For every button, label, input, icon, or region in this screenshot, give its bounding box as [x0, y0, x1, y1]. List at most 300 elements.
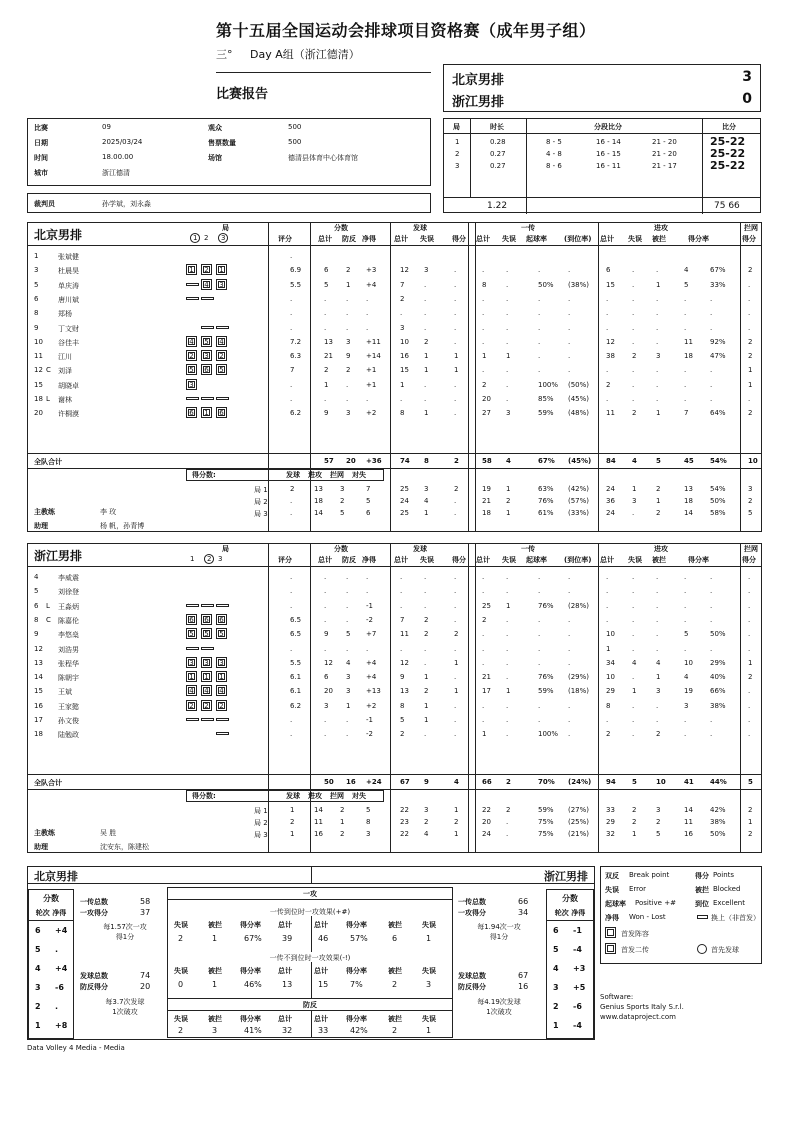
stat-ap: 4	[684, 266, 689, 275]
player-row	[28, 684, 761, 698]
mid-c-value: 33	[318, 1026, 329, 1035]
stat-rexc: .	[568, 658, 571, 667]
player-vote: .	[290, 573, 293, 581]
set-pts-attack: 14	[314, 806, 323, 814]
stat-bp: .	[346, 716, 349, 724]
legend-sub-icon	[697, 915, 708, 919]
stat-rt: 1	[482, 352, 487, 361]
stat-bk: .	[748, 615, 751, 624]
home-serve-total-label: 发球总数	[80, 972, 108, 980]
total-ae: 5	[632, 778, 637, 786]
player-number: 17	[34, 716, 43, 724]
starter-position: 6	[186, 614, 197, 625]
header-exc: (到位率)	[564, 556, 592, 564]
legend-pts: 得分	[695, 872, 709, 880]
mid-col-header: 被拦	[388, 921, 402, 929]
mid-b-value: 15	[318, 980, 329, 989]
stat-bk: .	[748, 309, 751, 318]
header-pct: 得分率	[688, 235, 709, 243]
set-sp: 2	[454, 818, 459, 826]
set-pts-opp: 3	[366, 830, 371, 838]
legend-err-en: Error	[629, 885, 647, 893]
subtitle-b: Day A组（浙江德清）	[250, 48, 360, 61]
stat-ae: .	[632, 309, 635, 318]
set-ab: 2	[656, 485, 661, 493]
stat-rpos: .	[538, 716, 541, 724]
stat-re: 1	[506, 601, 511, 610]
stat-sp: .	[454, 323, 457, 332]
mid-col-header: 失误	[174, 1015, 188, 1023]
away-team-table	[27, 543, 762, 853]
stat-se: .	[424, 644, 427, 653]
stat-se: 1	[424, 701, 429, 710]
home-team-table	[27, 222, 762, 532]
set-rexc: (57%)	[568, 497, 590, 505]
legend-starter: 首发阵容	[621, 930, 649, 938]
stat-st: 8	[400, 409, 405, 418]
player-row	[28, 263, 761, 277]
starter-position: 5	[186, 628, 197, 639]
player-name: 丁文财	[58, 324, 79, 333]
stat-rexc: .	[568, 366, 571, 375]
stat-ae: .	[632, 587, 635, 596]
stat-st: 15	[400, 366, 409, 375]
stat-bk: .	[748, 587, 751, 596]
software-url: www.dataproject.com	[600, 1013, 676, 1021]
stat-pt: 20	[324, 687, 333, 696]
stat-sp: .	[454, 337, 457, 346]
home-team-name: 北京男排	[452, 73, 505, 88]
coach-label: 主教练	[34, 829, 55, 837]
stat-rexc: .	[568, 587, 571, 596]
tickets-label: 售票数量	[208, 139, 236, 147]
audience-value: 500	[288, 123, 302, 131]
stat-st: 13	[400, 687, 409, 696]
set-no: 1	[455, 138, 460, 146]
home-rotation-sub: 轮次 净得	[35, 909, 67, 917]
starter-position: 2	[186, 350, 197, 361]
stat-re: .	[506, 730, 509, 739]
stat-rexc: (28%)	[568, 601, 590, 610]
mid-col-header: 失误	[174, 967, 188, 975]
set-bk: 2	[748, 830, 753, 838]
stat-pt: 13	[324, 337, 333, 346]
player-number: 8	[34, 615, 39, 624]
set-bk: 5	[748, 509, 753, 517]
stat-apct: 50%	[710, 630, 726, 639]
footer: Data Volley 4 Media - Media	[27, 1044, 125, 1052]
software-label: Software:	[600, 993, 634, 1001]
header-recv: 一传	[521, 545, 535, 553]
stat-np: .	[366, 587, 369, 596]
stat-sp: .	[454, 409, 457, 418]
stat-pt: .	[324, 615, 327, 624]
stat-apct: .	[710, 644, 713, 653]
header-att: 进攻	[654, 224, 668, 232]
coach-value: 吴 胜	[100, 829, 117, 837]
stat-sp: 1	[454, 366, 459, 375]
stat-bk: 2	[748, 337, 753, 346]
set-at: 32	[606, 830, 615, 838]
stat-ae: .	[632, 323, 635, 332]
stat-re: .	[506, 280, 509, 289]
stat-ap: 19	[684, 687, 693, 696]
starter-position: 3	[186, 657, 197, 668]
stat-np: +13	[366, 687, 381, 696]
away-bp-value: 16	[518, 982, 529, 991]
stat-ab: .	[656, 380, 659, 389]
summary-mid-box	[167, 887, 453, 1038]
assistant-value: 杨 帆，孙青博	[100, 522, 145, 530]
stat-se: .	[424, 380, 427, 389]
set-re: .	[506, 818, 509, 826]
legend-wl: 净得	[605, 914, 619, 922]
player-role: C	[46, 366, 51, 375]
coach-label: 主教练	[34, 508, 55, 516]
stat-bp: .	[346, 730, 349, 739]
header-bp: 防反	[342, 556, 356, 564]
set-apct: 58%	[710, 509, 726, 517]
away-recv-total-label: 一传总数	[458, 898, 486, 906]
starter-position: 1	[186, 264, 197, 275]
mid-c-value: 41%	[244, 1026, 262, 1035]
mid-divider	[311, 1010, 312, 1038]
stat-ap: 3	[684, 701, 689, 710]
header-tot: 总计	[600, 235, 614, 243]
stat-bp: 3	[346, 337, 351, 346]
stat-apct: .	[710, 395, 713, 403]
player-role: L	[46, 395, 50, 403]
stat-ap: .	[684, 587, 687, 596]
stat-re: .	[506, 266, 509, 275]
set-ap: 16	[684, 830, 693, 838]
player-vote: 6.5	[290, 615, 302, 624]
set-ap: 18	[684, 497, 693, 505]
stat-ap: .	[684, 395, 687, 403]
sets-table	[443, 118, 761, 213]
mid-col-header: 总计	[278, 921, 292, 929]
header-err: 失误	[628, 556, 642, 564]
stat-at: 1	[606, 644, 611, 653]
set-no: 3	[455, 162, 460, 170]
total-ap: 45	[684, 457, 694, 465]
set-re: 1	[506, 485, 511, 493]
mid-col-header: 总计	[314, 1015, 328, 1023]
stat-at: 2	[606, 730, 611, 739]
player-vote: 6.1	[290, 673, 302, 682]
stat-ae: .	[632, 630, 635, 639]
away-rotation-box	[546, 889, 594, 1039]
stat-re: .	[506, 573, 509, 581]
stat-ap: 5	[684, 630, 689, 639]
stat-bk: .	[748, 294, 751, 303]
legend-exc-en: Excellent	[713, 899, 745, 907]
mid-b-value: 1	[212, 980, 218, 989]
mid-a-value: 2	[178, 934, 184, 943]
rotation-net: -4	[573, 1021, 582, 1030]
player-row	[28, 306, 761, 320]
software-credit	[600, 992, 684, 1022]
stat-ae: .	[632, 573, 635, 581]
away-recv-total-value: 66	[518, 897, 529, 906]
home-sets: 3	[742, 69, 752, 85]
stat-ae: .	[632, 615, 635, 624]
away-note2: 每4.19次发球 1次破攻	[477, 998, 521, 1016]
set-partial-3: 21 - 17	[652, 162, 677, 170]
sub-marker	[186, 283, 199, 286]
stat-at: .	[606, 323, 609, 332]
home-serve-total-value: 74	[140, 971, 151, 980]
mid-col-header: 得分率	[240, 967, 261, 975]
stat-at: .	[606, 309, 609, 318]
player-row	[28, 713, 761, 727]
total-at: 84	[606, 457, 616, 465]
stat-ae: .	[632, 380, 635, 389]
set-pts-attack: 13	[314, 485, 323, 493]
set-st: 25	[400, 509, 409, 517]
starter-position: 4	[186, 336, 197, 347]
stat-sp: .	[454, 280, 457, 289]
stat-apct: 66%	[710, 687, 726, 696]
home-bp-label: 防反得分	[80, 983, 108, 991]
header-vote: 评分	[278, 235, 292, 243]
time-label: 时间	[34, 154, 48, 162]
sub-marker	[186, 397, 199, 400]
stat-rpos: .	[538, 630, 541, 639]
stat-bk: 1	[748, 658, 753, 667]
legend-err: 失误	[605, 886, 619, 894]
stat-rt: .	[482, 630, 485, 639]
total-np: +36	[366, 457, 382, 465]
header-pts: 分数	[334, 224, 348, 232]
stat-apct: 64%	[710, 409, 726, 418]
stat-re: .	[506, 294, 509, 303]
set-bk: 3	[748, 485, 753, 493]
match-label: 比赛	[34, 124, 48, 132]
rotation-no: 2	[35, 1002, 41, 1011]
stat-st: 2	[400, 730, 405, 739]
header-pos: 起球率	[526, 556, 547, 564]
stat-apct: .	[710, 294, 713, 303]
summary-away-name: 浙江男排	[544, 870, 588, 883]
team-name: 浙江男排	[34, 549, 83, 563]
header-serve: 发球	[413, 545, 427, 553]
stat-bk: 2	[748, 352, 753, 361]
stat-st: 7	[400, 280, 405, 289]
stat-se: .	[424, 573, 427, 581]
stat-pt: .	[324, 587, 327, 596]
player-name: 唐川斌	[58, 295, 79, 304]
set-rpos: 59%	[538, 806, 554, 814]
set-at: 33	[606, 806, 615, 814]
mid-col-header: 得分率	[240, 921, 261, 929]
stat-se: .	[424, 323, 427, 332]
starter-position: 1	[186, 671, 197, 682]
stat-bp: 1	[346, 280, 351, 289]
set-ap: 13	[684, 485, 693, 493]
set-ab: 2	[656, 509, 661, 517]
stat-at: .	[606, 294, 609, 303]
date-value: 2025/03/24	[102, 138, 143, 146]
set-stat-label: 局 2	[254, 819, 268, 827]
mid-a-value: 46	[318, 934, 329, 943]
stat-rt: .	[482, 716, 485, 724]
rotation-net: .	[55, 945, 59, 954]
stat-bp: 3	[346, 673, 351, 682]
stat-ab: 1	[656, 409, 661, 418]
stat-np: -2	[366, 615, 373, 624]
stat-se: 1	[424, 673, 429, 682]
header-vote: 评分	[278, 556, 292, 564]
header-recv: 一传	[521, 224, 535, 232]
stat-ab: .	[656, 644, 659, 653]
stat-rpos: .	[538, 615, 541, 624]
mid-a-value: 57%	[350, 934, 368, 943]
mid-col-header: 总计	[314, 967, 328, 975]
set-rexc: (42%)	[568, 485, 590, 493]
total-sp: 4	[454, 778, 459, 786]
stat-rt: .	[482, 323, 485, 332]
player-row	[28, 670, 761, 684]
player-name: 张斌健	[58, 253, 79, 261]
player-row	[28, 727, 761, 741]
stat-rt: .	[482, 644, 485, 653]
sub-marker	[216, 732, 229, 735]
player-name: 陆勉政	[58, 731, 79, 740]
stat-apct: .	[710, 587, 713, 596]
stat-at: 6	[606, 266, 611, 275]
player-number: 18	[34, 730, 43, 739]
sub-marker	[216, 326, 229, 329]
header-set: 局	[222, 545, 229, 553]
set-partial-3: 21 - 20	[652, 150, 677, 158]
stat-st: .	[400, 644, 403, 653]
stat-rpos: .	[538, 266, 541, 275]
set-rexc: (25%)	[568, 818, 590, 826]
starter-position: 1	[201, 407, 212, 418]
starter-position: 1	[216, 671, 227, 682]
mid-c-value: 2	[392, 1026, 398, 1035]
set-stat-label: 局 3	[254, 831, 268, 839]
stat-rt: .	[482, 266, 485, 275]
stat-at: 38	[606, 352, 615, 361]
total-re: 4	[506, 457, 511, 465]
set-pts-opp: 5	[366, 806, 371, 814]
starter-position: 5	[216, 364, 227, 375]
rotation-no: 1	[35, 1021, 41, 1030]
stat-apct: 92%	[710, 337, 726, 346]
stat-rexc: (38%)	[568, 280, 590, 289]
referee-label: 裁判员	[34, 200, 55, 208]
stat-se: 1	[424, 409, 429, 418]
points-header: 进攻	[308, 471, 322, 479]
stat-se: 3	[424, 266, 429, 275]
starter-position: 4	[186, 685, 197, 696]
set-st: 23	[400, 818, 409, 826]
set-pts-block: 5	[340, 509, 345, 517]
set-partial-3: 21 - 20	[652, 138, 677, 146]
stat-bk: .	[748, 687, 751, 696]
points-header: 拦网	[330, 471, 344, 479]
set-pts-block: 3	[340, 485, 345, 493]
header-err: 失误	[628, 235, 642, 243]
stat-ae: .	[632, 266, 635, 275]
player-number: 4	[34, 573, 39, 581]
stat-np: .	[366, 395, 369, 403]
player-name: 孙文俊	[58, 717, 79, 725]
legend-pts-en: Points	[713, 871, 735, 879]
set-re: 2	[506, 806, 511, 814]
set-pts-block: 2	[340, 497, 345, 505]
player-row	[28, 392, 761, 406]
player-vote: .	[290, 587, 293, 596]
set-rpos: 75%	[538, 830, 554, 838]
set-pts-serve: 2	[290, 485, 295, 493]
stat-bk: .	[748, 323, 751, 332]
stat-apct: .	[710, 730, 713, 739]
stat-sp: .	[454, 601, 457, 610]
total-row	[28, 775, 761, 789]
stat-ae: 2	[632, 352, 637, 361]
player-name: 陈嘉伦	[58, 616, 79, 625]
set-ab: 5	[656, 830, 661, 838]
stat-ae: .	[632, 644, 635, 653]
set-label: 2	[204, 234, 209, 242]
starter-position: 4	[201, 279, 212, 290]
stat-apct: 38%	[710, 701, 726, 710]
stat-sp: .	[454, 266, 457, 275]
player-vote: .	[290, 730, 293, 739]
page-subtitle	[216, 46, 360, 62]
stat-rt: .	[482, 337, 485, 346]
set-rt: 21	[482, 497, 491, 505]
total-rpos: 70%	[538, 778, 555, 786]
stat-ap: 11	[684, 337, 693, 346]
set-se: 1	[424, 509, 429, 517]
total-np: +24	[366, 778, 382, 786]
mid-b-value: 46%	[244, 980, 262, 989]
home-note2: 每3.7次发球 1次破攻	[105, 998, 145, 1016]
set-pts-block: 1	[340, 818, 345, 826]
mid-col-header: 被拦	[388, 967, 402, 975]
set-rexc: (27%)	[568, 806, 590, 814]
stat-pt: .	[324, 601, 327, 610]
set-rpos: 63%	[538, 485, 554, 493]
stat-bp: 9	[346, 352, 351, 361]
set-pts-opp: 5	[366, 497, 371, 505]
points-label: 得分数:	[192, 792, 216, 800]
set-rt: 19	[482, 485, 491, 493]
stat-se: .	[424, 587, 427, 596]
stat-rt: 25	[482, 601, 491, 610]
mid-a-value: 1	[426, 934, 432, 943]
header-tot: 总计	[476, 235, 490, 243]
set-st: 25	[400, 485, 409, 493]
total-bp: 20	[346, 457, 356, 465]
mid-c-value: 42%	[350, 1026, 368, 1035]
stat-np: +4	[366, 658, 377, 667]
stat-rt: 1	[482, 730, 487, 739]
set-no: 2	[455, 150, 460, 158]
player-name: 王家懿	[58, 702, 79, 711]
stat-pt: .	[324, 730, 327, 739]
header-blk: 拦网	[744, 545, 758, 553]
rotation-no: 3	[553, 983, 559, 992]
mid-col-header: 得分率	[346, 1015, 367, 1023]
set-ap: 14	[684, 806, 693, 814]
header-tot: 总计	[394, 235, 408, 243]
set-label: 1	[190, 555, 195, 563]
